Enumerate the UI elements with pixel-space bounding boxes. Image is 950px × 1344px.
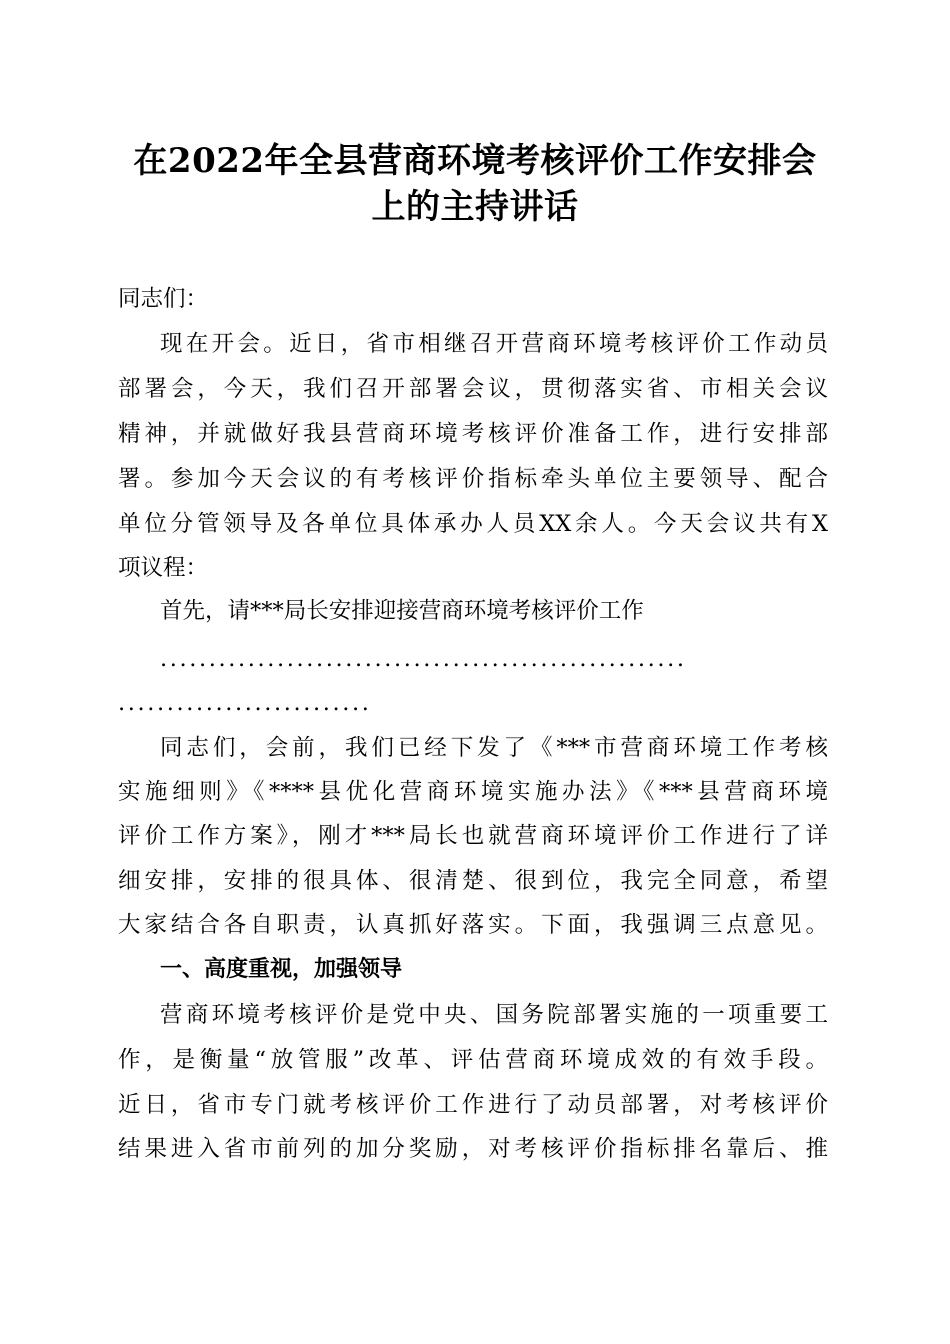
body-line: 实施细则》《****县优化营商环境实施办法》《***县营商环境 — [118, 779, 828, 805]
section-heading: 一、高度重视，加强领导 — [160, 957, 403, 982]
dotted-leader: ...................................................... — [160, 646, 687, 672]
body-line: 署。参加今天会议的有考核评价指标牵头单位主要领导、配合 — [118, 466, 828, 492]
body-line: 现在开会。近日，省市相继召开营商环境考核评价工作动员 — [160, 331, 828, 357]
salutation: 同志们： — [118, 286, 209, 312]
body-line: 近日，省市专门就考核评价工作进行了动员部署，对考核评价 — [118, 1092, 828, 1118]
document-title-line-1: 在2022年全县营商环境考核评价工作安排会 — [133, 141, 817, 181]
dotted-leader: .......................... — [118, 690, 372, 716]
body-line: 结果进入省市前列的加分奖励，对考核评价指标排名靠后、推 — [118, 1136, 828, 1162]
body-line: 细安排，安排的很具体、很清楚、很到位，我完全同意，希望 — [118, 868, 828, 894]
body-line: 部署会，今天，我们召开部署会议，贯彻落实省、市相关会议 — [118, 376, 828, 402]
body-line: 单位分管领导及各单位具体承办人员XX余人。今天会议共有X — [118, 511, 828, 537]
agenda-item: 首先，请***局长安排迎接营商环境考核评价工作 — [160, 598, 644, 624]
document-title-line-2: 上的主持讲话 — [371, 187, 579, 227]
body-line: 大家结合各自职责，认真抓好落实。下面，我强调三点意见。 — [118, 912, 828, 938]
body-line: 精神，并就做好我县营商环境考核评价准备工作，进行安排部 — [118, 421, 828, 447]
body-line: 同志们，会前，我们已经下发了《***市营商环境工作考核 — [160, 735, 828, 761]
body-line: 营商环境考核评价是党中央、国务院部署实施的一项重要工 — [160, 1002, 828, 1028]
body-line: 评价工作方案》，刚才***局长也就营商环境评价工作进行了详 — [118, 823, 828, 849]
body-line: 项议程： — [118, 555, 209, 581]
body-line: 作，是衡量“放管服”改革、评估营商环境成效的有效手段。 — [118, 1047, 828, 1073]
